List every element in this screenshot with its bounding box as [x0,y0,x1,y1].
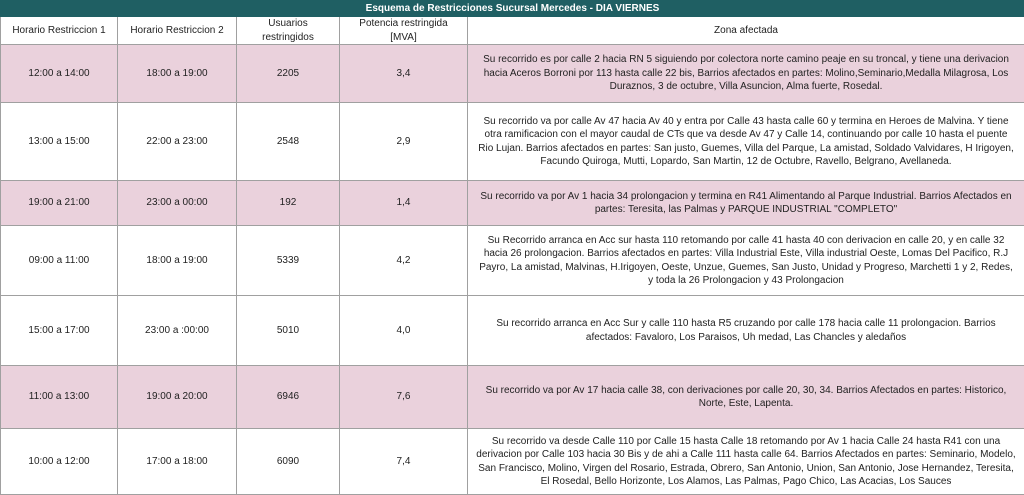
cell-horario-1: 15:00 a 17:00 [1,296,118,366]
header-potencia: Potencia restringida [MVA] [340,17,468,45]
table-row [1,103,1024,181]
cell-usuarios: 5339 [237,226,340,296]
cell-usuarios: 6090 [237,429,340,495]
cell-zona: Su recorrido va por Av 17 hacia calle 38, con derivaciones por calle 20, 30, 34. Barrios Afectados en partes: Historico, Norte, Este, Lapenta. [468,366,1024,429]
table-row [1,296,1024,366]
header-horario-1: Horario Restriccion 1 [1,17,118,45]
table-row [1,181,1024,226]
title-row [1,1,1024,17]
cell-potencia: 3,4 [340,45,468,103]
cell-zona: Su recorrido va desde Calle 110 por Calle 15 hasta Calle 18 retomando por Av 1 hacia Calle 24 hasta R41 con una derivacion por Calle 103 hacia 30 Bis y de ahi a Calle 111 hasta calle 64. Barrios Afectados en partes: Seminario, Modelo, San Francisco, Molino, Virgen del Rosario, Estrada, Obrero, San Antonio, Union, San Antonio, Jose Hernandez, Teresita, El Rosedal, Bello Horizonte, Los Alamos, Las Palmas, Pago Chico, Las Acacias, Los Sauces [468,429,1024,495]
cell-horario-2: 22:00 a 23:00 [118,103,237,181]
cell-potencia: 1,4 [340,181,468,226]
cell-potencia: 4,2 [340,226,468,296]
table-row [1,429,1024,495]
cell-zona: Su Recorrido arranca en Acc sur hasta 110 retomando por calle 41 hasta 40 con derivacion en calle 20, y en calle 32 hacia 26 prolongacion. Barrios afectados en partes: Villa Industrial Este, Villa industrial Oeste, Lomas Del Pacifico, R.J Payro, La amistad, Malvinas, H.Irigoyen, Oeste, Unzue, Guemes, San Justo, Unidad y Progreso, Marchetti 1 y 2, Redes, y toda la 26 Prolongacion y 43 Prolongacion [468,226,1024,296]
cell-horario-1: 11:00 a 13:00 [1,366,118,429]
cell-horario-2: 23:00 a 00:00 [118,181,237,226]
cell-usuarios: 2548 [237,103,340,181]
cell-usuarios: 5010 [237,296,340,366]
header-usuarios: Usuarios restringidos [237,17,340,45]
header-horario-2: Horario Restriccion 2 [118,17,237,45]
cell-zona: Su recorrido es por calle 2 hacia RN 5 siguiendo por colectora norte camino peaje en su troncal, y tiene una derivacion hacia Aceros Borroni por 113 hasta calle 22 bis, Barrios afectados en partes: Molino,Seminario,Medalla Milagrosa, Los Duraznos, 3 de octubre, Villa Asuncion, Alma fuerte, Rosedal. [468,45,1024,103]
header-row [1,17,1024,45]
cell-horario-2: 18:00 a 19:00 [118,226,237,296]
cell-usuarios: 6946 [237,366,340,429]
cell-potencia: 2,9 [340,103,468,181]
cell-horario-2: 19:00 a 20:00 [118,366,237,429]
table-row [1,45,1024,103]
cell-horario-1: 13:00 a 15:00 [1,103,118,181]
cell-horario-2: 18:00 a 19:00 [118,45,237,103]
cell-horario-1: 10:00 a 12:00 [1,429,118,495]
cell-horario-2: 23:00 a :00:00 [118,296,237,366]
cell-potencia: 4,0 [340,296,468,366]
table-title: Esquema de Restricciones Sucursal Mercedes - DIA VIERNES [1,1,1024,17]
header-zona: Zona afectada [468,17,1024,45]
cell-horario-1: 09:00 a 11:00 [1,226,118,296]
cell-horario-2: 17:00 a 18:00 [118,429,237,495]
cell-zona: Su recorrido arranca en Acc Sur y calle 110 hasta R5 cruzando por calle 178 hacia calle 11 prolongacion. Barrios afectados: Favaloro, Los Paraisos, Uh medad, Las Chancles y aledaños [468,296,1024,366]
cell-potencia: 7,6 [340,366,468,429]
cell-horario-1: 19:00 a 21:00 [1,181,118,226]
table-row [1,366,1024,429]
cell-horario-1: 12:00 a 14:00 [1,45,118,103]
cell-potencia: 7,4 [340,429,468,495]
cell-zona: Su recorrido va por Av 1 hacia 34 prolongacion y termina en R41 Alimentando al Parque Industrial. Barrios Afectados en partes: Teresita, las Palmas y PARQUE INDUSTRIAL "COMPLETO" [468,181,1024,226]
cell-usuarios: 192 [237,181,340,226]
table-row [1,226,1024,296]
cell-zona: Su recorrido va por calle Av 47 hacia Av 40 y entra por Calle 43 hasta calle 60 y termina en Heroes de Malvina. Y tiene otra ramificacion con el mayor caudal de CTs que va desde Av 47 y Calle 14, continuando por calle 10 hasta el puente Rio Lujan. Barrios afectados en partes: San justo, Guemes, Villa del Parque, La amistad, Soldado Valvidares, H Irigoyen, Facundo Quiroga, Mutti, Lopardo, San Martin, 12 de Octubre, Ravello, Belgrano, Avellaneda. [468,103,1024,181]
cell-usuarios: 2205 [237,45,340,103]
